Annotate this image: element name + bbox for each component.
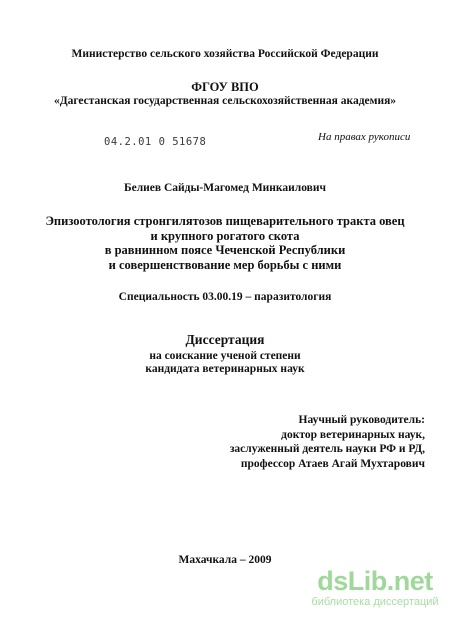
adviser-line: заслуженный деятель науки РФ и РД, xyxy=(229,443,425,455)
title-line: и совершенствование мер борьбы с ними xyxy=(108,257,342,272)
ministry-heading: Министерство сельского хозяйства Российской Федерации xyxy=(71,48,379,60)
dissertation-heading: Диссертация xyxy=(185,332,265,347)
title-line: Эпизоотология стронгилятозов пищеварительного тракта овец xyxy=(45,214,405,228)
registration-stamp-number: 04.2.01 0 51678 xyxy=(104,136,207,148)
specialty-code: Специальность 03.00.19 – паразитология xyxy=(118,291,332,303)
degree-purpose-line: кандидата ветеринарных наук xyxy=(145,363,305,375)
organization-name: «Дагестанская государственная сельскохозяйственная академия» xyxy=(53,95,397,107)
title-line: и крупного рогатого скота xyxy=(150,228,300,243)
site-watermark xyxy=(300,568,450,608)
adviser-line: профессор Атаев Агай Мухтарович xyxy=(240,457,425,470)
adviser-line: доктор ветеринарных наук, xyxy=(281,428,425,441)
degree-purpose-line: на соискание ученой степени xyxy=(149,350,301,362)
scientific-adviser-block xyxy=(225,413,425,471)
watermark-logo-text: dsLib.net xyxy=(317,566,433,596)
city-year: Махачкала – 2009 xyxy=(178,554,272,566)
dissertation-title xyxy=(0,214,450,272)
adviser-line: Научный руководитель: xyxy=(298,414,425,426)
degree-purpose xyxy=(0,350,450,376)
author-name: Белиев Сайды-Магомед Минкаилович xyxy=(123,182,326,194)
title-line: в равнинном поясе Чеченской Республики xyxy=(104,243,346,257)
organization-abbreviation: ФГОУ ВПО xyxy=(191,80,259,94)
watermark-subtitle: библиотека диссертаций xyxy=(311,596,439,608)
manuscript-rights-note: На правах рукописи xyxy=(318,131,411,143)
